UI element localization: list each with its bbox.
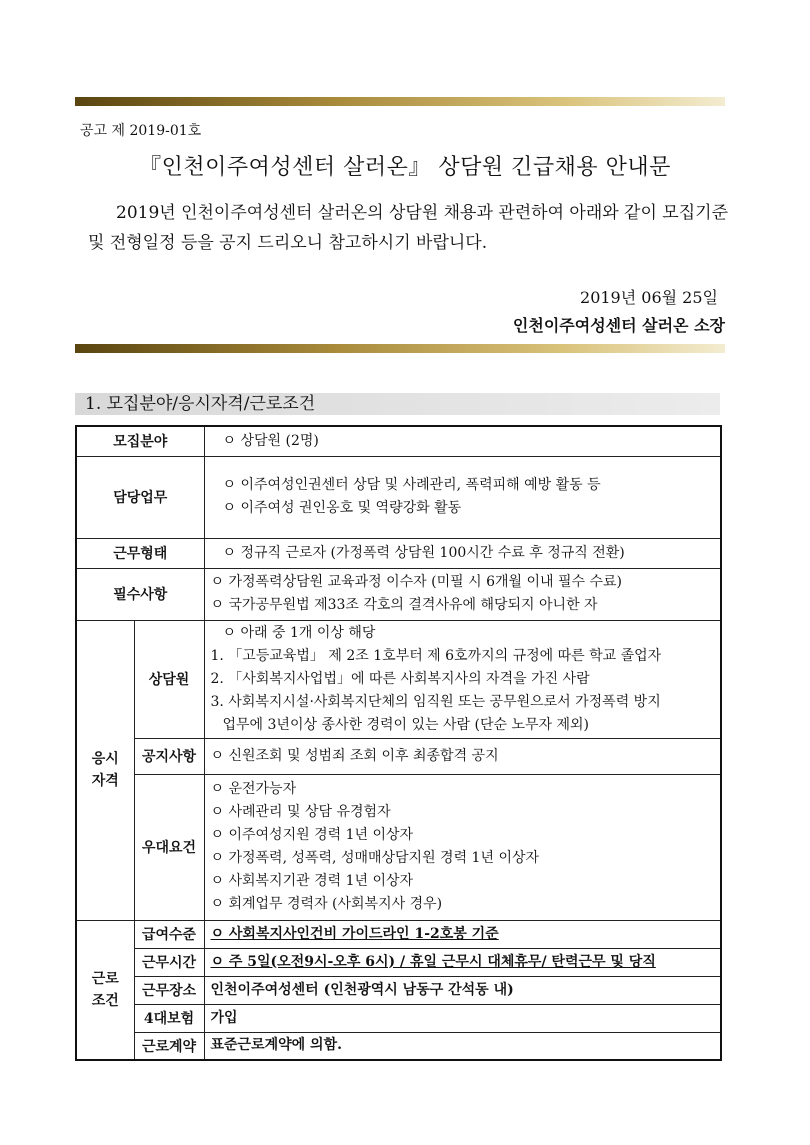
- recruitment-table: [75, 425, 722, 1061]
- qualification-label: [76, 620, 134, 920]
- field-value: [204, 426, 721, 456]
- insurance-value: [204, 1004, 721, 1032]
- counselor-line: ㅇ 아래 중 1개 이상 해당: [222, 624, 376, 641]
- signer: 인천이주여성센터 살러온 소장: [512, 316, 725, 335]
- row-requirement: [76, 568, 721, 620]
- type-label: 근무형태: [76, 538, 204, 568]
- counselor-line: 3. 사회복지시설·사회복지단체의 임직원 또는 공무원으로서 가정폭력 방지: [210, 693, 661, 710]
- announce-value-text: ㅇ 신원조회 및 성범죄 조회 이후 최종합격 공지: [210, 747, 499, 764]
- type-value-text: ㅇ 정규직 근로자 (가정폭력 상담원 100시간 수료 후 정규직 전환): [222, 544, 625, 561]
- hours-label: 근무시간: [134, 948, 204, 976]
- section-heading: 1. 모집분야/응시자격/근로조건: [75, 393, 720, 415]
- contract-label: 근로계약: [134, 1032, 204, 1060]
- notice-number: 공고 제 2019-01호: [80, 123, 202, 139]
- row-preference: [76, 774, 721, 920]
- type-value: [204, 538, 721, 568]
- bottom-gold-bar: [75, 344, 725, 353]
- salary-label: 급여수준: [134, 920, 204, 948]
- insurance-value-text: 가입: [210, 1009, 238, 1026]
- counselor-line: 업무에 3년이상 종사한 경력이 있는 사람 (단순 노무자 제외): [222, 716, 589, 733]
- row-salary: [76, 920, 721, 948]
- contract-value-text: 표준근로계약에 의함.: [210, 1037, 342, 1054]
- duty-label: 담당업무: [76, 456, 204, 538]
- intro-paragraph: 2019년 인천이주여성센터 살러온의 상담원 채용과 관련하여 아래와 같이 모집기준 및 전형일정 등을 공지 드리오니 참고하시기 바랍니다.: [88, 203, 728, 253]
- counselor-line: 1. 「고등교육법」 제 2조 1호부터 제 6호까지의 규정에 따른 학교 졸업자: [210, 647, 662, 664]
- preference-line: ㅇ 사례관리 및 상담 유경험자: [210, 804, 391, 820]
- requirement-value: [204, 568, 721, 620]
- counselor-value: [204, 620, 721, 738]
- requirement-line: ㅇ 가정폭력상담원 교육과정 이수자 (미필 시 6개월 이내 필수 수료): [210, 574, 623, 590]
- work-condition-label-text: 근로 조건: [91, 970, 119, 1009]
- preference-line: ㅇ 운전가능자: [210, 781, 297, 797]
- field-value-text: ㅇ 상담원 (2명): [222, 432, 319, 449]
- row-hours: [76, 948, 721, 976]
- preference-label: 우대요건: [134, 774, 204, 920]
- row-announce: [76, 738, 721, 774]
- hours-value: [204, 948, 721, 976]
- salary-value: [204, 920, 721, 948]
- place-label: 근무장소: [134, 976, 204, 1004]
- row-field: [76, 426, 721, 456]
- requirement-line: ㅇ 국가공무원법 제33조 각호의 결격사유에 해당되지 아니한 자: [210, 597, 598, 613]
- hours-value-text: ㅇ 주 5일(오전9시-오후 6시) / 휴일 근무시 대체휴무/ 탄력근무 및 당직: [210, 953, 656, 970]
- row-type: [76, 538, 721, 568]
- row-counselor: [76, 620, 721, 738]
- place-value-text: 인천이주여성센터 (인천광역시 남동구 간석동 내): [210, 981, 514, 998]
- preference-line: ㅇ 회계업무 경력자 (사회복지사 경우): [210, 896, 443, 912]
- counselor-label: 상담원: [134, 620, 204, 738]
- qualification-label-text: 응시 자격: [91, 751, 119, 789]
- notice-date: 2019년 06월 25일: [580, 288, 718, 307]
- insurance-label: 4대보험: [134, 1004, 204, 1032]
- preference-line: ㅇ 이주여성지원 경력 1년 이상자: [210, 827, 414, 843]
- announce-value: [204, 738, 721, 774]
- page-title: 『인천이주여성센터 살러온』 상담원 긴급채용 안내문: [139, 155, 671, 180]
- counselor-line: 2. 「사회복지사업법」에 따른 사회복지사의 자격을 가진 사람: [210, 670, 590, 687]
- row-duty: [76, 456, 721, 538]
- field-label: 모집분야: [76, 426, 204, 456]
- place-value: [204, 976, 721, 1004]
- row-contract: [76, 1032, 721, 1060]
- row-insurance: [76, 1004, 721, 1032]
- duty-line: ㅇ 이주여성 권인옹호 및 역량강화 활동: [222, 500, 462, 516]
- requirement-label: 필수사항: [76, 568, 204, 620]
- work-condition-label: [76, 920, 134, 1060]
- duty-value: [204, 456, 721, 538]
- salary-value-text: ㅇ 사회복지사인건비 가이드라인 1-2호봉 기준: [210, 925, 499, 942]
- contract-value: [204, 1032, 721, 1060]
- duty-line: ㅇ 이주여성인권센터 상담 및 사례관리, 폭력피해 예방 활동 등: [222, 477, 601, 493]
- announce-label: 공지사항: [134, 738, 204, 774]
- preference-line: ㅇ 가정폭력, 성폭력, 성매매상담지원 경력 1년 이상자: [210, 850, 540, 866]
- top-gold-bar: [75, 97, 725, 106]
- preference-line: ㅇ 사회복지기관 경력 1년 이상자: [210, 873, 414, 889]
- preference-value: [204, 774, 721, 920]
- row-place: [76, 976, 721, 1004]
